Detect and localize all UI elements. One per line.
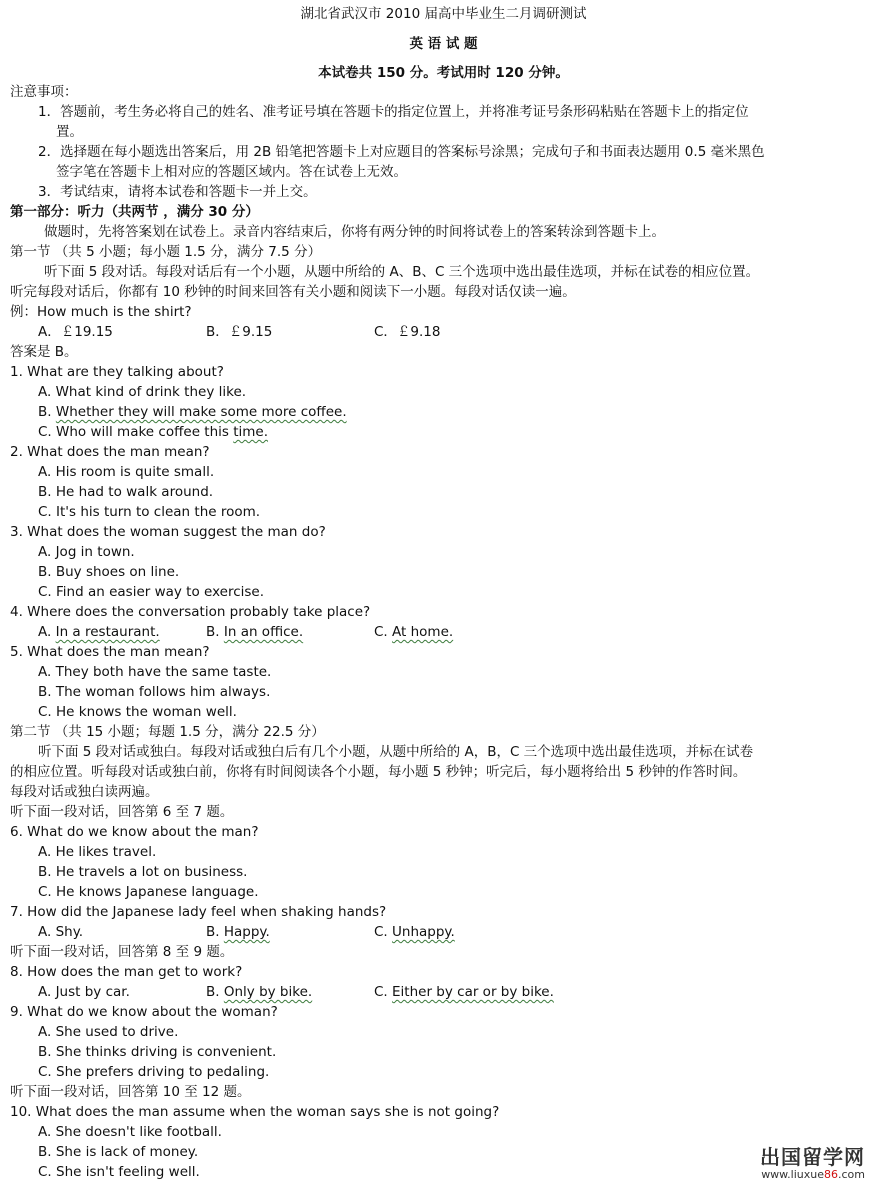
question-2: 2. What does the man mean? xyxy=(10,444,210,460)
section1-heading: 第一节 （共 5 小题；每小题 1.5 分，满分 7.5 分） xyxy=(10,244,322,260)
q3-option-c: C. Find an easier way to exercise. xyxy=(38,584,265,600)
q10-option-b: B. She is lack of money. xyxy=(38,1144,199,1160)
group-6-7-instruction: 听下面一段对话，回答第 6 至 7 题。 xyxy=(10,804,234,820)
watermark-name: 出国留学网 xyxy=(760,1145,865,1169)
q2-option-c: C. It's his turn to clean the room. xyxy=(38,504,261,520)
part1-intro: 做题时，先将答案划在试卷上。录音内容结束后，你将有两分钟的时间将试卷上的答案转涂到答题卡上。 xyxy=(44,224,665,240)
group-10-12-instruction: 听下面一段对话，回答第 10 至 12 题。 xyxy=(10,1084,251,1100)
q6-option-a: A. He likes travel. xyxy=(38,844,157,860)
q3-option-b: B. Buy shoes on line. xyxy=(38,564,180,580)
q9-option-b: B. She thinks driving is convenient. xyxy=(38,1044,277,1060)
section2-heading: 第二节 （共 15 小题；每题 1.5 分，满分 22.5 分） xyxy=(10,724,325,740)
question-5: 5. What does the man mean? xyxy=(10,644,210,660)
subject-title: 英 语 试 题 xyxy=(409,36,478,52)
q4-option-b: B. In an office. xyxy=(206,624,304,640)
notes-heading: 注意事项： xyxy=(10,84,78,100)
q2-option-b: B. He had to walk around. xyxy=(38,484,214,500)
question-4: 4. Where does the conversation probably take place? xyxy=(10,604,371,620)
question-7: 7. How did the Japanese lady feel when shaking hands? xyxy=(10,904,387,920)
example-option-b: B．￡9.15 xyxy=(206,324,273,340)
q7-option-c: C. Unhappy. xyxy=(374,924,455,940)
q4-option-c: C. At home. xyxy=(374,624,454,640)
question-10: 10. What does the man assume when the woman says she is not going? xyxy=(10,1104,500,1120)
section1-intro-1: 听下面 5 段对话。每段对话后有一个小题，从题中所给的 A、B、C 三个选项中选出最佳选项，并标在试卷的相应位置。 xyxy=(44,264,760,280)
q1-option-b: B. Whether they will make some more coffee. xyxy=(38,404,347,420)
q8-option-a: A. Just by car. xyxy=(38,984,130,1000)
group-8-9-instruction: 听下面一段对话，回答第 8 至 9 题。 xyxy=(10,944,234,960)
q5-option-a: A. They both have the same taste. xyxy=(38,664,272,680)
q8-option-b: B. Only by bike. xyxy=(206,984,313,1000)
site-watermark xyxy=(760,1146,865,1181)
q8-option-c: C. Either by car or by bike. xyxy=(374,984,554,1000)
part1-heading: 第一部分：听力（共两节 ，满分 30 分） xyxy=(10,204,259,220)
q5-option-c: C. He knows the woman well. xyxy=(38,704,237,720)
q10-option-a: A. She doesn't like football. xyxy=(38,1124,222,1140)
example-option-a: A．￡19.15 xyxy=(38,324,113,340)
note-1: 1．答题前，考生务必将自己的姓名、准考证号填在答题卡的指定位置上，并将准考证号条形码粘贴在答题卡上的指定位 xyxy=(38,104,749,120)
exam-info: 本试卷共 150 分。考试用时 120 分钟。 xyxy=(318,65,569,81)
q7-option-a: A. Shy. xyxy=(38,924,84,940)
note-2: 2．选择题在每小题选出答案后，用 2B 铅笔把答题卡上对应题目的答案标号涂黑；完成句子和书面表达题用 0.5 毫米黑色 xyxy=(38,144,765,160)
q7-option-b: B. Happy. xyxy=(206,924,270,940)
q5-option-b: B. The woman follows him always. xyxy=(38,684,271,700)
question-8: 8. How does the man get to work? xyxy=(10,964,243,980)
note-2-cont: 签字笔在答题卡上相对应的答题区域内。答在试卷上无效。 xyxy=(56,164,407,180)
section1-intro-2: 听完每段对话后，你都有 10 秒钟的时间来回答有关小题和阅读下一小题。每段对话仅读一遍。 xyxy=(10,284,576,300)
example-answer: 答案是 B。 xyxy=(10,344,78,360)
q4-option-a: A. In a restaurant. xyxy=(38,624,160,640)
q6-option-b: B. He travels a lot on business. xyxy=(38,864,248,880)
section2-intro-2: 的相应位置。听每段对话或独白前，你将有时间阅读各个小题，每小题 5 秒钟；听完后，每小题将给出 5 秒钟的作答时间。 xyxy=(10,764,747,780)
q9-option-a: A. She used to drive. xyxy=(38,1024,179,1040)
section2-intro-1: 听下面 5 段对话或独白。每段对话或独白后有几个小题，从题中所给的 A，B，C 三个选项中选出最佳选项，并标在试卷 xyxy=(38,744,754,760)
question-9: 9. What do we know about the woman? xyxy=(10,1004,278,1020)
example-option-c: C．￡9.18 xyxy=(374,324,441,340)
question-6: 6. What do we know about the man? xyxy=(10,824,259,840)
question-3: 3. What does the woman suggest the man do? xyxy=(10,524,326,540)
watermark-url: www.liuxue86.com xyxy=(761,1168,865,1181)
q9-option-c: C. She prefers driving to pedaling. xyxy=(38,1064,270,1080)
exam-title: 湖北省武汉市 2010 届高中毕业生二月调研测试 xyxy=(300,6,587,22)
note-3: 3．考试结束，请将本试卷和答题卡一并上交。 xyxy=(38,184,317,200)
q2-option-a: A. His room is quite small. xyxy=(38,464,215,480)
q1-option-c: C. Who will make coffee this time. xyxy=(38,424,269,440)
q1-option-a: A. What kind of drink they like. xyxy=(38,384,247,400)
q3-option-a: A. Jog in town. xyxy=(38,544,135,560)
example-question: 例：How much is the shirt? xyxy=(10,304,192,320)
q10-option-c: C. She isn't feeling well. xyxy=(38,1164,200,1180)
question-1: 1. What are they talking about? xyxy=(10,364,224,380)
q6-option-c: C. He knows Japanese language. xyxy=(38,884,259,900)
section2-intro-3: 每段对话或独白读两遍。 xyxy=(10,784,159,800)
note-1-cont: 置。 xyxy=(56,124,83,140)
